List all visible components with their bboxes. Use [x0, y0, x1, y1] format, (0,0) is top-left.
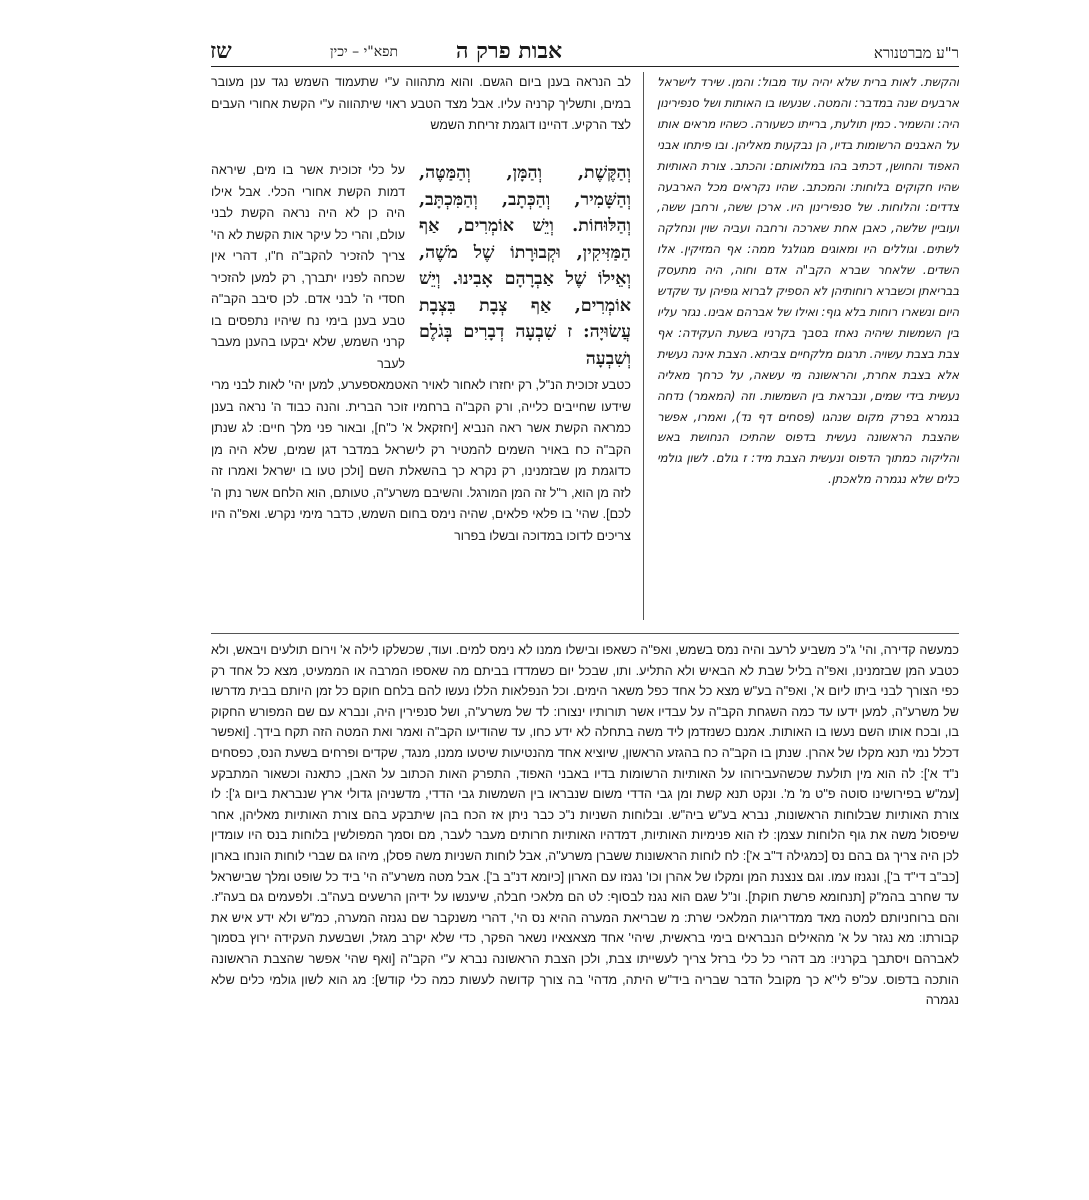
bartenura-text: והקשת. לאות ברית שלא יהיה עוד מבול: והמן. שירד לישראל ארבעים שנה במדבר: והמטה. שנעשו בו האותות ושל סנפירינון היה: והשמיר. כמין תולעת, ברייתו כשעורה. כשהיו מראים אותו על האבנים הרשומות בדיו, הן נבקעות מאליהן. ובו פיתחו אבני האפוד והחושן, דכתיב בהו במלואותם: והכתב. צורת האותיות שהיו חקוקים בלוחות: והמכתב. שהיו נקראים מכל הארבעה צדדים: והלוחות. של סנפירינון היו. ארכן ששה, ורחבן ששה, ועוביין שלשה, כאבן אחת שארכה ורחבה ועביה שוין ונחלקה לשתים. וגוללים היו ומאוגים מגולגל ממה: אף המזיקין. אלו השדים. שלאחר שברא הקב"ה אדם וחוה, היה מתעסק בבריאתן וכשברא רוחותיהן לא הספיק לברוא גופיהן עד שקדש היום ונשארו רוחות בלא גוף: ואילו של אברהם אבינו. נגזר עליו בין השמשות שיהיה נאחז בסבך בקרניו בשעת העקידה: אף צבת בצבת עשויה. תרגום מלקחיים צביתא. הצבת אינה נעשית אלא בצבת אחרת, והראשונה מי עשאה, על כרחך מאליה נעשית בידי שמים, ונבראת בין השמשות. וזה (המאמר) נדחה בגמרא בפרק מקום שנהגו (פסחים דף נד), ואמרו, אפשר שהצבת הראשונה נעשית בדפוס שהתיכו הנחושת באש והליקוה כמתוך הדפוס ונעשית הצבת מיד: ז גולם. לשון גולמי כלים שלא נגמרה מלאכתן. — [657, 75, 959, 487]
yachin-top-text: לב הנראה בענן ביום הגשם. והוא מתהווה ע"י שתעמוד השמש נגד ענן מעובר במים, ותשליך קרניה עליו. אבל מצד הטבע ראוי שיתהווה ע"י הקשת אחורי העבים לצד הרקיע. דהיינו דוגמת זריחת השמש — [211, 75, 631, 132]
header-tractate-title: אבות פרק ה — [455, 38, 563, 64]
yachin-commentary-middle — [211, 375, 631, 633]
page-number: שז — [210, 38, 232, 64]
yachin-bottom-text: כמעשה קדירה, והי' ג"כ משביע לרעב והיה נמס בשמש, ואפ"ה כשאפו ובישלו ממנו לא נימס למים. ועוד, שכשלקו לילה א' וירום תולעים ויבאש, ולא כטבע המן שבזמנינו, ואפ"ה בליל שבת לא הבאיש ולא התליע. ותו, שבכל יום כשמדדו בביתם מה שאספו המרבה או הממעיט, מצא כל אחד רק כפי הצורך לבני ביתו ליום א', ואפ"ה בע"ש מצא כל אחד כפל משאר הימים. וכל הנפלאות הללו נעשו להם בלחם חוקם כל זמן היותם בבית מדרשו של משרע"ה, למען ידעו עד כמה השגחת הקב"ה על עבדיו אשר תורותיו ינצורו: לד של משרע"ה, ושל סנפירין היה, ונברא עם שם המפורש החקוק בו, ובכח אותו השם נעשו בו האותות. אמנם כשנזדמן ליד משה בתחלה לא ידע כחו, עד שהודיעו הקב"ה ואמר ואת המטה הזה תקח בידך. [ואפשר דכלל נמי תנא מקלו של אהרן. שנתן בו הקב"ה כח בהגזע הראשון, שיוציא אחד מהנטיעות שיטעו ממנו, מנגד, שקדים ופרחים בשעת הנס, כפסחים נ"ד א']: לה הוא מין תולעת שכשהעבירוהו על האותיות הרשומות בדיו באבני האפוד, התפרק האות הכתוב על האבן, כתאנה וכשאור המתבקע [עמ"ש בפירושינו סוטה פ"ט מ' מ'. ונקט תנא קשת ומן גבי הדדי משום שנבראו בין השמשות גבי הדדי, מדשניהן גדולי ארץ שנבראת ביום ג']: לו צורת האותיות שבלוחות הראשונות, נברא בע"ש ביה"ש. ובלוחות השניות נ"כ כבר ניתן אז הכח בהן שיתבקע בהם צורת האותיות מאליהן, אחר שיפסול משה את גוף הלוחות עצמן: לז הוא פנימיות האותיות, דמדהיו האותיות חרותים מעבר לעבר, מם וסמך המפולשין בלוחות בנס היו עומדין לכן היה צריך גם בהם נס [כמגילה ד"ב א']: לח לוחות הראשונות ששברן משרע"ה, אבל לוחות השניות משה פסלן, מיהו גם שברי לוחות הונחו בארון [כב"ב די"ד ב'], ונגנזו עמו. וגם צנצנת המן ומקלו של אהרן וכו' נגנזו עם הארון [כיומא דנ"ב ב']. אבל מטה משרע"ה הי' ביד כל שופט ומלך שבישראל עד שחרב בהמ"ק [תנחומא פרשת חוקת]. ונ"ל שגם הוא נגנז לבסוף: לט הם מלאכי חבלה, שיענשו על ידיהן הרשעים בעה"ב. ולפעמים גם בעה"ז. והם ברוחניותם למטה מאד ממדריגות המלאכי שרת: מ שבריאת המערה ההיא נס הי', דהרי משנקבר שם נגנזה המערה, כמ"ש ולא ידע איש את קבורתו: מא נגזר על א' מהאילים הנבראים בימי בראשית, שיהי' אחד מצאצאיו נשאר הפקר, כדי שלא יקרב מגזל, ושבשעת העקידה ירוץ בסמוך לאברהם ויסתבך בקרניו: מב דהרי כל כלי ברזל צריך לעשייתו צבת, ולכן הצבת הראשונה נברא ע"י הקב"ה [ואף שהי' אפשר שהצבת הראשונה הותכה בדפוס. עכ"פ לי"א כך מקובל הדבר שבריה ביד"ש היתה, מדהי' בה צורך קדושה לעשות כמה כלי קודש]: מג הוא לשון גולמי כלים שלא נגמרה — [211, 643, 959, 1008]
mishnah-text: וְהַקֶּשֶׁת, וְהַמָּן, וְהַמַּטֶּה, וְהַשָּׁמִיר, וְהַכְּתָב, וְהַמִּכְתָּב, וְהַלּוּחוֹת. וְיֵשׁ אוֹמְרִים, אַף הַמַּזִּיקִין, וּקְבוּרָתוֹ שֶׁל מֹשֶׁה, וְאֵילוֹ שֶׁל אַבְרָהָם אָבִינוּ. וְיֵשׁ אוֹמְרִים, אַף צְבָת בִּצְבָת עֲשׂוּיָה: ז שִׁבְעָה דְבָרִים בְּגֹלֶם וְשִׁבְעָה — [419, 163, 631, 369]
column-divider — [643, 72, 644, 620]
bartenura-commentary — [657, 72, 959, 620]
yachin-mid-text: כטבע זכוכית הנ"ל, רק יחזרו לאחור לאויר האטמאספערע, למען יהי' לאות לבני מרי שידעו שחייבים כלייה, ורק הקב"ה ברחמיו זוכר הברית. והנה כבוד ה' נראה בענן כמראה הקשת אשר ראה הנביא [יחזקאל א' כ"ח], ובאור פני מלך חיים: לג שנתן הקב"ה כח באויר השמים להמטיר רק לישראל במדבר דגן שמים, שלא היה מן כדוגמת מן שבזמנינו, רק נקרא כך בהשאלת השם [ולכן טעו בו ישראל ואמרו זה לזה מן הוא, ר"ל זה המן המורגל. והשיבם משרע"ה, טעותם, הוא הלחם אשר נתן ה' לכם]. שהי' בו פלאי פלאים, שהיה נימס בחום השמש, כדבר מימי נקרש. ואפ"ה היו צריכים לדוכו במדוכה ובשלו בפרור — [211, 378, 631, 543]
yachin-commentary-top — [211, 72, 631, 160]
header-commentary-title: ר"ע מברטנורא — [873, 44, 959, 62]
section-divider — [211, 633, 959, 634]
yachin-commentary-side — [211, 160, 405, 375]
header-commentary-title-left: תפא"י – יכין — [329, 44, 399, 60]
header-rule — [211, 66, 959, 67]
mishnah-text-block — [419, 160, 631, 375]
yachin-side-text: על כלי זכוכית אשר בו מים, שיראה דמות הקשת אחורי הכלי. אבל אילו היה כן לא היה נראה הקשת לבני עולם, והרי כל עיקר אות הקשת לא הי' צריך להזכיר להקב"ה ח"ו, דהרי אין שכחה לפניו יתברך, רק למען להזכיר חסדי ה' לבני אדם. לכן סיבב הקב"ה טבע בענן בימי נח שיהיו נתפסים בו קרני השמש, שלא יבקעו בהענן מעבר לעבר — [211, 163, 405, 371]
yachin-commentary-bottom — [211, 640, 959, 1180]
